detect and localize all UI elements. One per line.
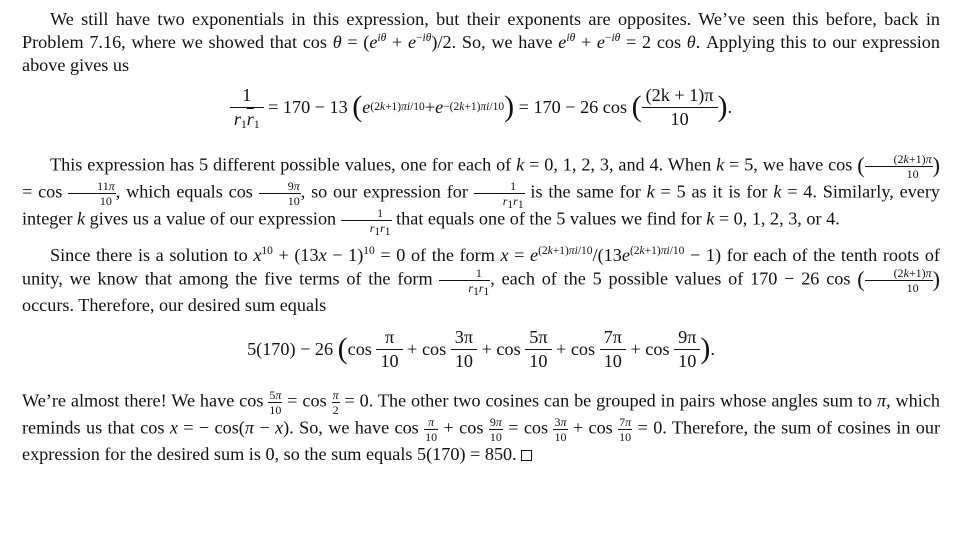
p4-text-6: + cos bbox=[438, 417, 489, 438]
p4-text-9: = 0. Therefore, the sum of cosines in our expression for the desired sum is 0, so the sum equals 5(170) = 850. bbox=[22, 417, 941, 464]
equation-1: $\frac{1}{r_1\overline{r}_1}$ = 170 − 13 ( e (2k+1)πi/10 + e −(2k+1)πi/10 ) = 170 − 26 cos ( $\frac{(2k + 1)\pi}{10}$ ) . bbox=[22, 77, 940, 137]
eq1-numerator: (2k + 1)π bbox=[642, 86, 718, 107]
p2-text-2: . When bbox=[658, 154, 717, 175]
p4-text-8: + cos bbox=[567, 417, 619, 438]
eq1-part-a: = 170 − 13 bbox=[268, 96, 348, 117]
p3-text-3: for each of the tenth roots of unity, we know that among the five terms of the form bbox=[22, 245, 940, 289]
p2-text-7: is the same for bbox=[524, 181, 647, 202]
p4-text-4: , which reminds us that cos bbox=[22, 390, 940, 438]
fraction-7pi-over-10: $\frac{7\pi}{10}$ bbox=[600, 328, 626, 369]
p2-text-6: , so our expression for bbox=[300, 181, 474, 202]
paragraph-2: This expression has 5 different possible values, one for each of k = 0, 1, 2, 3, and 4. When k = 5, we have cos ( $\frac{(2k+1)\pi}{10}$ ) = cos $\frac{11\pi}{10}$ , which equals cos $\frac{9\pi}{10}$ , so our expression for $\frac{1}{r_1\overline{r}_1}$ is the same for k = 5 as it is for k = 4. Similarly, every integer k gives us a value of our expression $\frac{1}{r_1\overline{r}_1}$ that equals one of the 5 values we find for k = 0, 1, 2, 3, or 4. bbox=[22, 152, 940, 238]
paragraph-1: We still have two exponentials in this expression, but their exponents are opposites. We’ve seen this before, back in Problem 7.16, where we showed that $\cos \theta = (e^{i\theta} + e^{-i\theta})/2$. So, we have $e^{i\theta} + e^{-i\theta} = 2$ cos θ. Applying this to our expression above gives us bbox=[22, 9, 940, 75]
p1-text-3: . Applying this to our expression above gives us bbox=[22, 32, 940, 75]
p3-text-4: , each of the 5 possible values of 170 − 26 cos bbox=[490, 268, 851, 289]
p2-text-10: gives us a value of our expression bbox=[85, 208, 341, 229]
fraction-2k1pi-over-10 bbox=[642, 86, 718, 127]
p3-text-1: Since there is a solution to bbox=[50, 245, 254, 265]
p2-text-5: , which equals cos bbox=[115, 181, 259, 202]
fraction-3pi-over-10: $\frac{3\pi}{10}$ bbox=[451, 328, 477, 369]
p2-text-1: This expression has 5 different possible values, one for each of bbox=[50, 154, 517, 175]
eq1-denominator: 10 bbox=[670, 108, 689, 129]
paragraph-4: We’re almost there! We have cos $\frac{5\pi}{10}$ = cos $\frac{\pi}{2}$ = 0. The other two cosines can be grouped in pairs whose angles sum to π, which reminds us that cos x = − cos(π − x). So, we have cos $\frac{\pi}{10}$ + cos $\frac{9\pi}{10}$ = cos $\frac{3\pi}{10}$ + cos $\frac{7\pi}{10}$ = 0. Therefore, the sum of cosines in our expression for the desired sum is 0, so the sum equals 5(170) = 850. bbox=[22, 388, 941, 464]
p4-text-5: . So, we have cos bbox=[289, 417, 425, 438]
p4-text-3: = 0. The other two cosines can be grouped in pairs whose angles sum to bbox=[339, 390, 877, 411]
p2-text-3: , we have cos bbox=[753, 154, 853, 175]
fraction-1-over-r1-r1bar: $\frac{1}{r_1\overline{r}_1}$ bbox=[230, 86, 264, 127]
fraction-pi-over-10: $\frac{\pi}{10}$ bbox=[376, 328, 402, 369]
p2-text-12: . bbox=[835, 208, 840, 229]
fraction-5pi-over-10: $\frac{5\pi}{10}$ bbox=[525, 328, 551, 369]
equation-2: 5(170) − 26 ( cos $\frac{\pi}{10}$ + cos $\frac{3\pi}{10}$ + cos $\frac{5\pi}{10}$ + cos $\frac{7\pi}{10}$ + cos $\frac{9\pi}{10}$ ) . bbox=[247, 327, 715, 371]
p2-text-9: . Similarly, every integer bbox=[22, 181, 940, 229]
qed-square-icon bbox=[521, 450, 532, 461]
p4-text-1: We’re almost there! We have cos bbox=[22, 390, 269, 411]
p2-text-4: = cos bbox=[22, 181, 69, 202]
p4-text-2: = cos bbox=[282, 390, 332, 411]
paragraph-3: Since there is a solution to $x^{10} + (13x - 1)^{10} = 0$ of the form $x = e^{(2k+1)\pi i/10}/(13e^{(2k+1)\pi i/10} - 1)$ for each of the tenth roots of unity, we know that among the five terms of the form $\frac{1}{r_1\overline{r}_1}$ , each of the 5 possible values of 170 − 26 cos ( $\frac{(2k+1)\pi}{10}$ ) occurs. Therefore, our desired sum equals bbox=[22, 245, 940, 315]
p1-text-1: We still have two exponentials in this expression, but their exponents are opposites. We’ve seen this before, back in Problem 7.16, where we showed that cos bbox=[22, 9, 940, 52]
eq2-lead: 5(170) − 26 bbox=[247, 338, 334, 359]
eq1-part-b: = 170 − 26 cos bbox=[518, 96, 628, 117]
p2-text-8: as it is for bbox=[685, 181, 774, 202]
eq2-cos: cos bbox=[347, 338, 372, 359]
p1-text-2: . So, we have bbox=[451, 32, 559, 52]
p2-text-11: that equals one of the 5 values we find for bbox=[391, 208, 707, 229]
p4-text-7: = cos bbox=[502, 417, 554, 438]
fraction-9pi-over-10: $\frac{9\pi}{10}$ bbox=[674, 328, 700, 369]
p3-text-2: of the form bbox=[405, 245, 501, 265]
p3-text-5: occurs. Therefore, our desired sum equals bbox=[22, 295, 327, 315]
